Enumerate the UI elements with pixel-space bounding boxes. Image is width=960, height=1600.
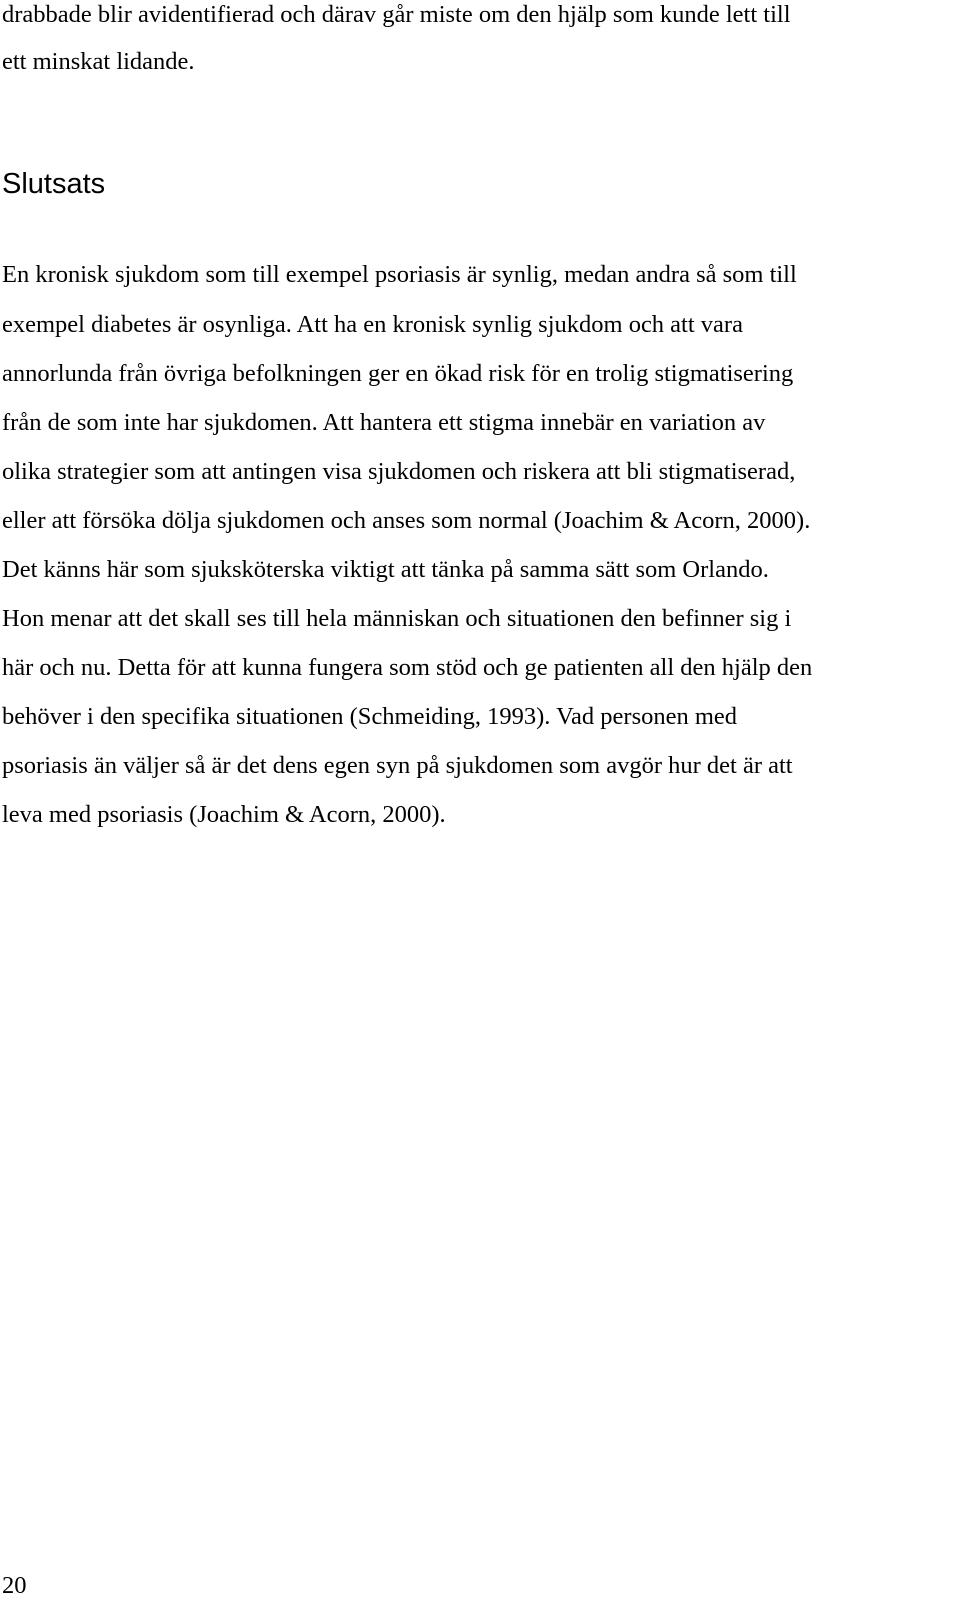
paragraph-line-8: Hon menar att det skall ses till hela människan och situationen den befinner sig i (2, 605, 792, 632)
page-number: 20 (2, 1572, 27, 1599)
paragraph-line-7: Det känns här som sjuksköterska viktigt att tänka på samma sätt som Orlando. (2, 556, 769, 583)
section-heading: Slutsats (2, 168, 106, 200)
paragraph-line-6: eller att försöka dölja sjukdomen och anses som normal (Joachim & Acorn, 2000). (2, 507, 811, 534)
paragraph-line-12: leva med psoriasis (Joachim & Acorn, 2000). (2, 801, 446, 828)
paragraph-line-4: från de som inte har sjukdomen. Att hantera ett stigma innebär en variation av (2, 409, 766, 436)
intro-line-1: drabbade blir avidentifierad och därav går miste om den hjälp som kunde lett till (2, 1, 791, 28)
paragraph-line-9: här och nu. Detta för att kunna fungera som stöd och ge patienten all den hjälp den (2, 654, 813, 681)
paragraph-line-5: olika strategier som att antingen visa sjukdomen och riskera att bli stigmatiserad, (2, 458, 796, 485)
intro-line-2: ett minskat lidande. (2, 48, 195, 75)
paragraph-line-3: annorlunda från övriga befolkningen ger en ökad risk för en trolig stigmatisering (2, 360, 794, 387)
paragraph-line-10: behöver i den specifika situationen (Schmeiding, 1993). Vad personen med (2, 703, 738, 730)
paragraph-line-2: exempel diabetes är osynliga. Att ha en kronisk synlig sjukdom och att vara (2, 311, 743, 338)
paragraph-line-1: En kronisk sjukdom som till exempel psoriasis är synlig, medan andra så som till (2, 261, 797, 288)
paragraph-line-11: psoriasis än väljer så är det dens egen syn på sjukdomen som avgör hur det är att (2, 752, 793, 779)
